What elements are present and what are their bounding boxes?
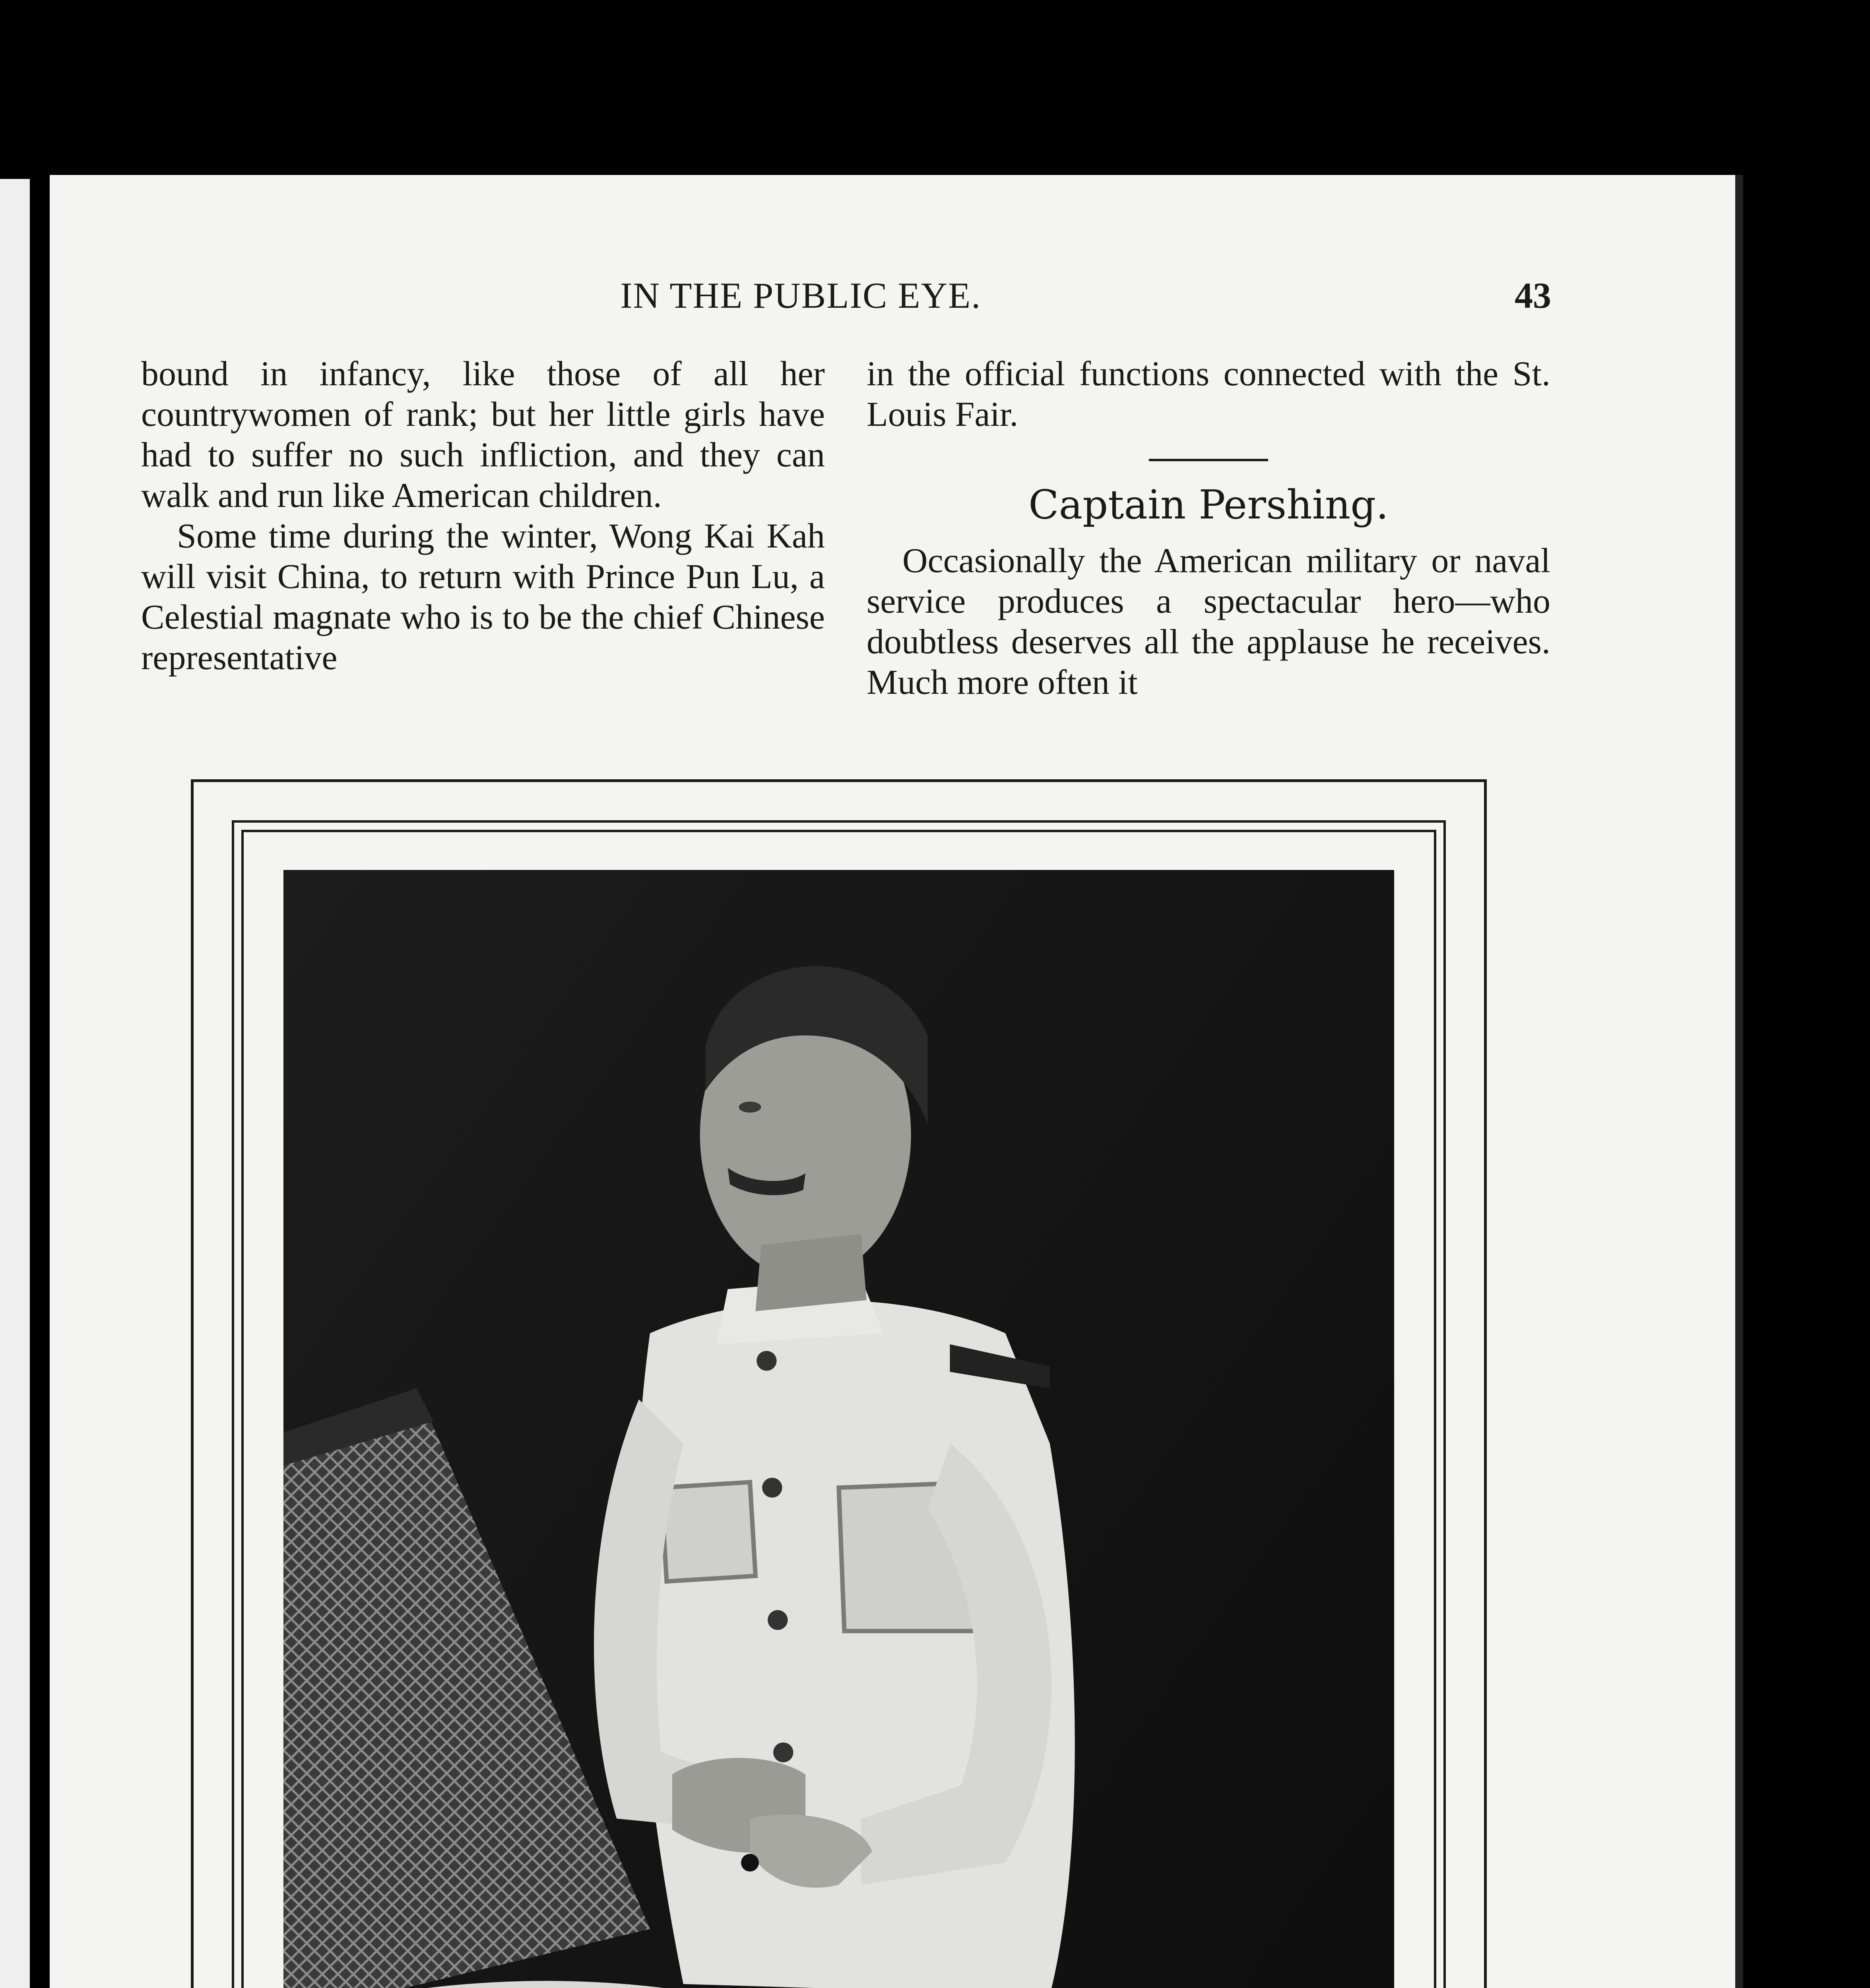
portrait-illustration — [283, 870, 1394, 1988]
photo-inner-frame — [241, 830, 1436, 1988]
section-divider — [1149, 459, 1268, 461]
page-gutter-shadow — [1735, 175, 1743, 1988]
paragraph: in the official functions connected with the St. Louis Fair. — [867, 355, 1550, 434]
paragraph: Some time during the winter, Wong Kai Kah will visit China, to return with Prince Pun Lu, a Celestial magnate who is to be the chief Chinese representative — [141, 517, 825, 677]
paragraph: Occasionally the American military or naval service produces a spectacular hero—who doubtless deserves all the applause he receives. Much more often it — [867, 542, 1550, 702]
page-number: 43 — [1515, 275, 1551, 316]
running-head: IN THE PUBLIC EYE. — [620, 275, 982, 316]
paragraph: bound in infancy, like those of all her countrywomen of rank; but her little girls have had to suffer no such infliction, and they can walk and run like American children. — [141, 355, 825, 515]
right-column — [867, 354, 1550, 703]
previous-page-edge — [0, 179, 30, 1988]
portrait-photo — [283, 870, 1394, 1988]
left-column — [141, 354, 825, 678]
photo-frame — [191, 779, 1487, 1988]
section-heading: Captain Pershing. — [1028, 481, 1389, 528]
